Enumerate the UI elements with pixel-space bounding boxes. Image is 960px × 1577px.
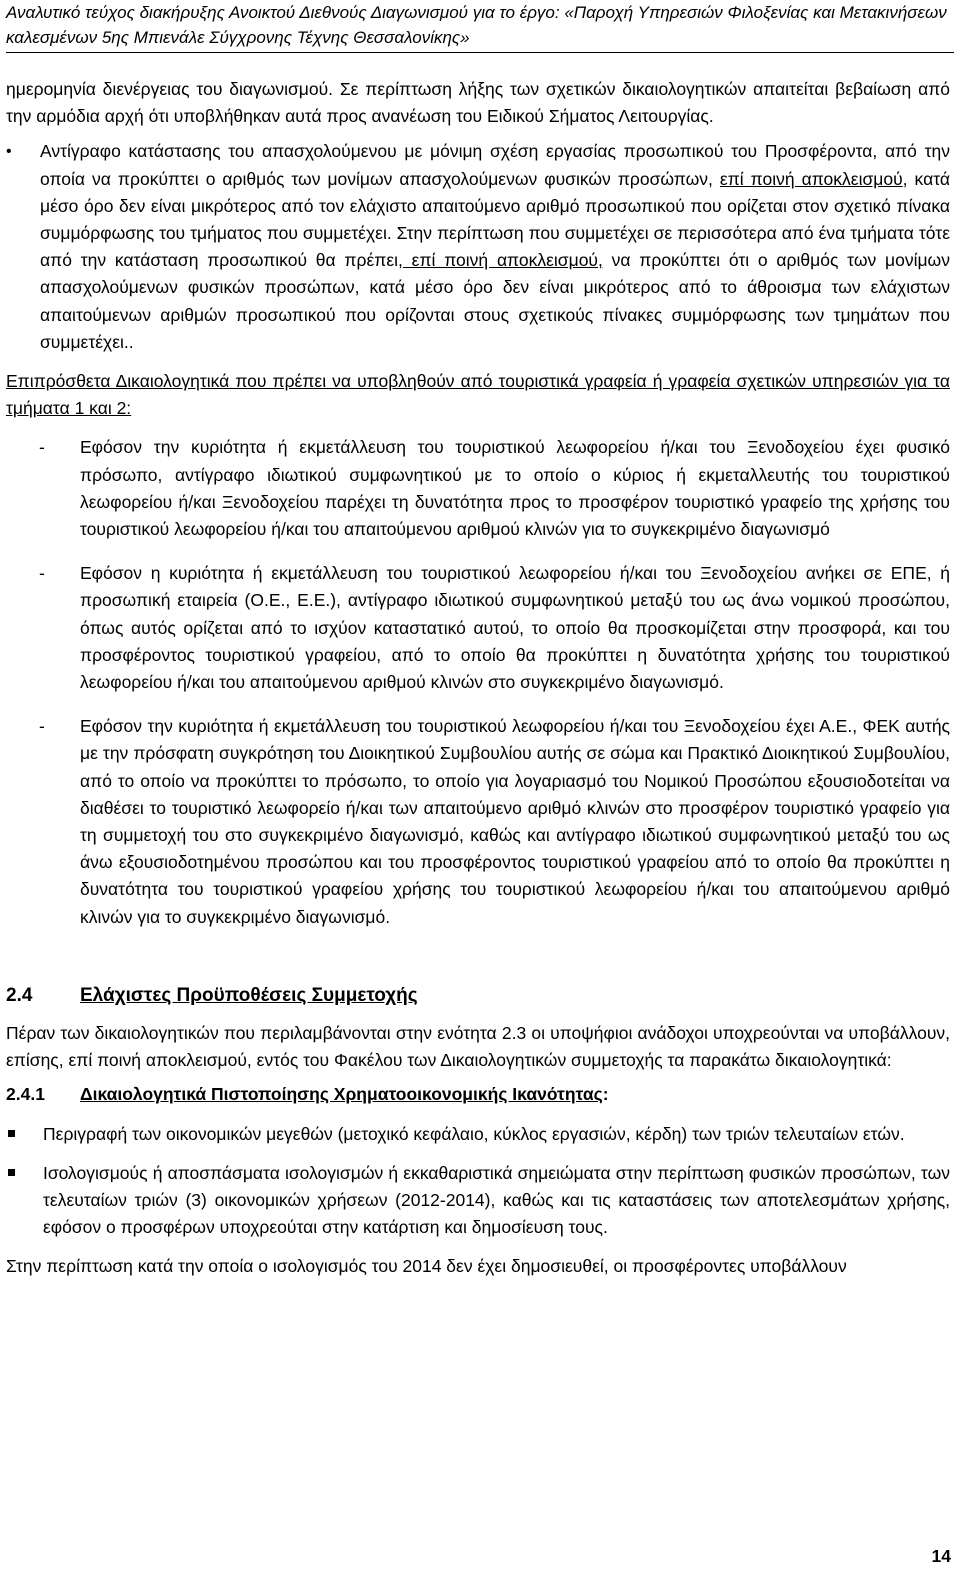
header-divider	[6, 52, 954, 53]
square-bullet-item-2	[6, 1160, 950, 1242]
dash-item-3	[6, 713, 950, 931]
square-bullet-icon	[8, 1169, 15, 1176]
bullet-text-3: να προκύπτει ότι ο αριθμός των μονίμων απασχολούμενων φυσικών προσώπων, κατά μέσο όρο δεν είναι μικρότερος από το άθροισμα των ελάχιστων απαιτούμενων αριθμών προσωπικού που ορίζονται στους σχετικούς πίνακες συμμόρφωσης των τμημάτων που συμμετέχει..	[40, 250, 950, 352]
subsection-number: 2.4.1	[6, 1084, 45, 1105]
square-bullet-icon	[8, 1130, 15, 1137]
bullet-text-1: Αντίγραφο κατάστασης του απασχολούμενου με μόνιμη σχέση εργασίας προσωπικού του Προσφέροντα, από την οποία να προκύπτει ο αριθμός των μονίμων απασχολούμενων φυσικών προσώπων,	[40, 141, 950, 189]
additional-documents-heading: Επιπρόσθετα Δικαιολογητικά που πρέπει να υποβληθούν από τουριστικά γραφεία ή γραφεία σχετικών υπηρεσιών για τα τμήματα 1 και 2:	[6, 371, 950, 419]
document-header	[6, 0, 956, 50]
page-body	[6, 76, 950, 1281]
bullet-paragraph	[40, 138, 950, 356]
subsection-heading	[6, 1081, 950, 1108]
dash-item-text: Εφόσον την κυριότητα ή εκμετάλλευση του τουριστικού λεωφορείου ή/και του Ξενοδοχείου έχει Α.Ε., ΦΕΚ αυτής με την πρόσφατη συγκρότηση του Διοικητικού Συμβουλίου αυτής σε σώμα και Πρακτικό Διοικητικού Συμβουλίου, από το οποίο να προκύπτει το πρόσωπο, το οποίο για λογαριασμό του Νομικού Προσώπου εξουσιοδοτείται να διαθέσει το τουριστικό λεωφορείο ή/και των απαιτούμενο αριθμό κλινών στο προσφέρον τουριστικό γραφείο για τη συμμετοχή του στο συγκεκριμένο διαγωνισμό, καθώς και αντίγραφο ιδιωτικού συμφωνητικού μεταξύ του ως άνω εξουσιοδοτημένου προσώπου και του προσφέροντος τουριστικού γραφείου από το οποίο θα προκύπτει η δυνατότητα του τουριστικού γραφείου χρήσης του τουριστικού λεωφορείου ή/και του απαιτούμενου αριθμό κλινών για το συγκεκριμένο διαγωνισμό.	[80, 716, 950, 927]
dash-marker: -	[39, 437, 45, 458]
dash-item-2	[6, 560, 950, 696]
dash-item-text: Εφόσον την κυριότητα ή εκμετάλλευση του τουριστικού λεωφορείου ή/και του Ξενοδοχείου έχει φυσικό πρόσωπο, αντίγραφο ιδιωτικού συμφωνητικού με το οποίο ο κύριος ή εκμεταλλευτής του τουριστικού λεωφορείου ή/και Ξενοδοχείου παρέχει τη δυνατότητα προς το προσφέρον τουριστικό γραφείο της χρήσης του τουριστικού λεωφορείου ή/και του απαιτούμενου αριθμού κλινών για το συγκεκριμένο διαγωνισμό	[80, 437, 950, 540]
bullet-underlined-2: επί ποινή αποκλεισμού,	[402, 250, 603, 271]
square-bullet-item-1	[6, 1121, 950, 1148]
square-bullet-text: Ισολογισμούς ή αποσπάσματα ισολογισμών ή εκκαθαριστικά σημειώματα στην περίπτωση φυσικών προσώπων, των τελευταίων τριών (3) οικονομικών χρήσεων (2012-2014), καθώς και τις καταστάσεις των αποτελεσμάτων χρήσης, εφόσον ο προσφέρων υποχρεούται στην κατάρτιση και δημοσίευση τους.	[43, 1162, 950, 1238]
header-line-2: καλεσμένων 5ης Μπιενάλε Σύγχρονης Τέχνης Θεσσαλονίκης»	[6, 28, 470, 47]
bullet-text-2: , κατά μέσο όρο δεν είναι μικρότερος από τον ελάχιστο απαιτούμενο αριθμό προσωπικού που ορίζεται στον σχετικό πίνακα συμμόρφωσης του τμήματος που συμμετέχει. Στην περίπτωση που συμμετέχει σε περισσότερα από ένα τμήματα τότε από την κατάσταση προσωπικού θα πρέπει,	[40, 168, 950, 271]
dash-item-1	[6, 434, 950, 543]
dash-marker: -	[39, 563, 45, 584]
dash-item-text: Εφόσον η κυριότητα ή εκμετάλλευση του τουριστικού λεωφορείου ή/και του Ξενοδοχείου ανήκει σε ΕΠΕ, ή προσωπική εταιρεία (Ο.Ε., Ε.Ε.), αντίγραφο ιδιωτικού συμφωνητικού μεταξύ του ως άνω νομικού προσώπου, όπως αυτός ορίζεται από το ισχύον καταστατικό αυτού, το οποίο θα προσκομίζεται στην προσφορά, και του προσφέροντος τουριστικού γραφείου, από το οποίο θα προκύπτει η δυνατότητα χρήσης του τουριστικού λεωφορείου ή/και του απαιτούμενου αριθμού κλινών στο συγκεκριμένο διαγωνισμό.	[80, 563, 950, 693]
square-bullet-text: Περιγραφή των οικονομικών μεγεθών (μετοχικό κεφάλαιο, κύκλος εργασιών, κέρδη) των τριών τελευταίων ετών.	[43, 1123, 905, 1144]
section-number: 2.4	[6, 984, 33, 1006]
section-heading	[6, 981, 950, 1011]
bullet-icon: •	[6, 143, 12, 161]
continuation-paragraph: ημερομηνία διενέργειας του διαγωνισμού. Σε περίπτωση λήξης των σχετικών δικαιολογητικών απαιτείται βεβαίωση από την αρμόδια αρχή ότι υποβλήθηκαν αυτά προς ανανέωση του Ειδικού Σήματος Λειτουργίας.	[6, 79, 950, 127]
subsection-colon: :	[602, 1084, 609, 1105]
section-title: Ελάχιστες Προϋποθέσεις Συμμετοχής	[80, 984, 418, 1006]
header-line-1: Αναλυτικό τεύχος διακήρυξης Ανοικτού Διεθνούς Διαγωνισμού για το έργο: «Παροχή Υπηρεσιών Φιλοξενίας και Μετακινήσεων	[6, 3, 947, 22]
bullet-item-staff-list	[6, 138, 950, 356]
dash-marker: -	[39, 716, 45, 737]
section-intro-paragraph: Πέραν των δικαιολογητικών που περιλαμβάνονται στην ενότητα 2.3 οι υποψήφιοι ανάδοχοι υποχρεούνται να υποβάλλουν, επίσης, επί ποινή αποκλεισμού, εντός του Φακέλου των Δικαιολογητικών συμμετοχής τα παρακάτω δικαιολογητικά:	[6, 1022, 950, 1071]
closing-paragraph: Στην περίπτωση κατά την οποία ο ισολογισμός του 2014 δεν έχει δημοσιευθεί, οι προσφέροντες υποβάλλουν	[6, 1256, 847, 1277]
subsection-title: Δικαιολογητικά Πιστοποίησης Χρηματοοικονομικής Ικανότητας	[80, 1084, 603, 1105]
page-number: 14	[931, 1546, 951, 1566]
bullet-underlined-1: επί ποινή αποκλεισμού	[719, 168, 903, 189]
